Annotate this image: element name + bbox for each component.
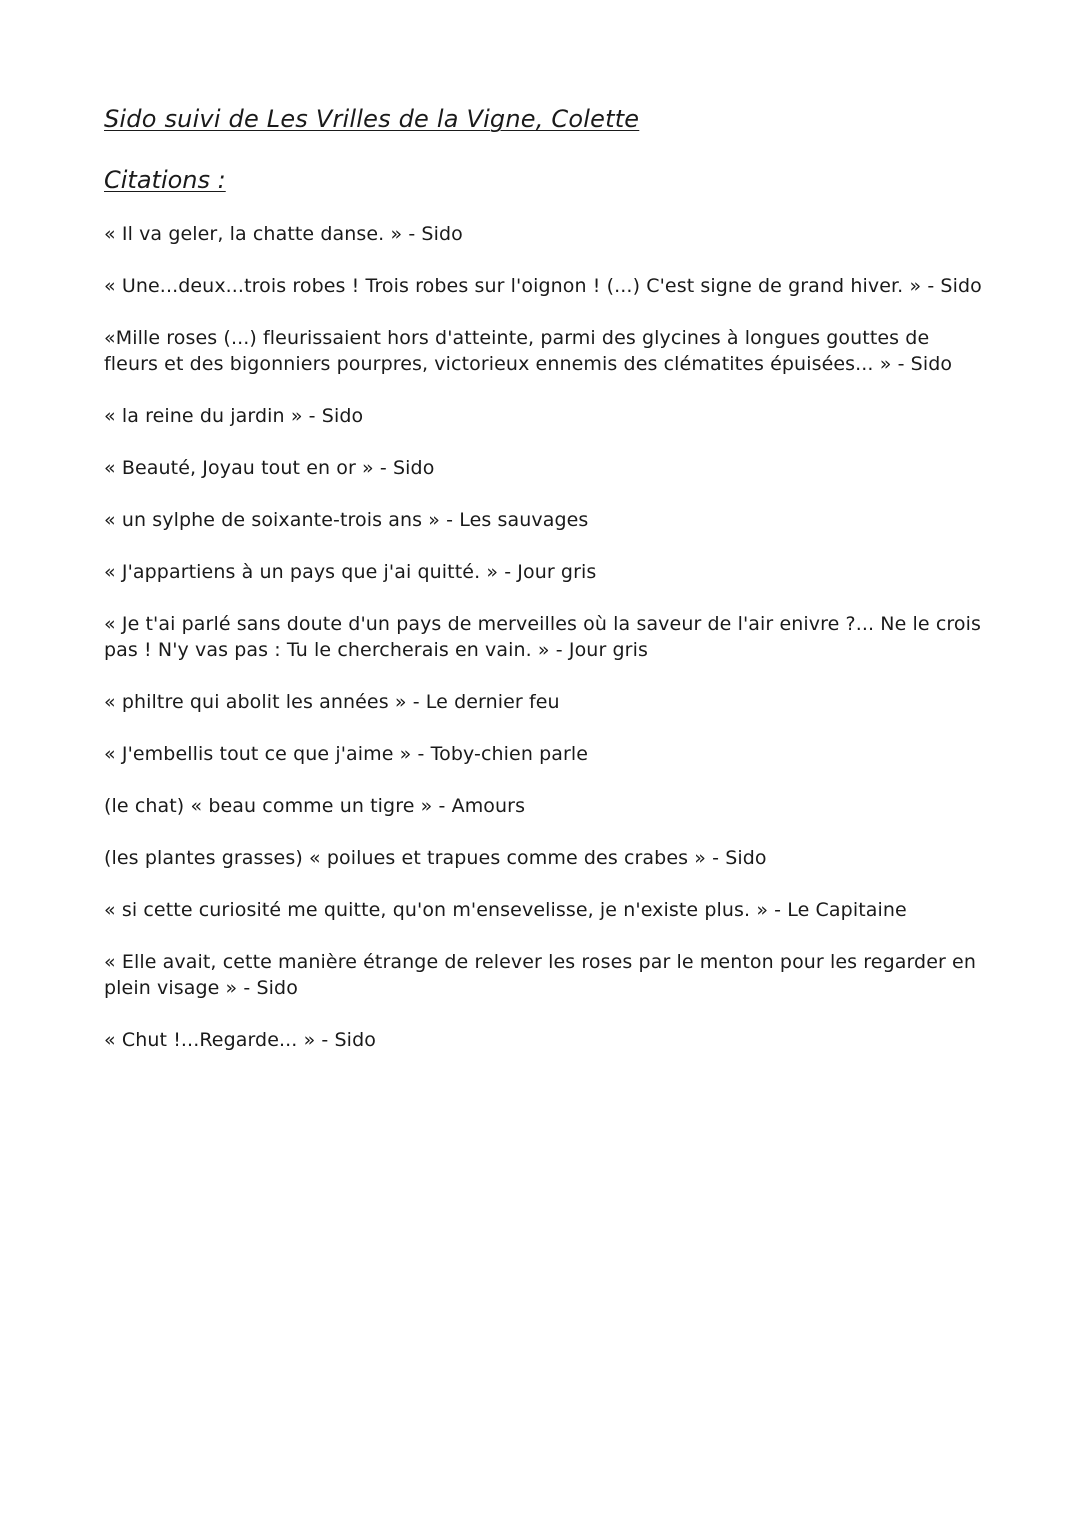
quote-item: « Une...deux...trois robes ! Trois robes sur l'oignon ! (...) C'est signe de grand hiver. » - Sido [104, 275, 982, 297]
quote-item: « J'appartiens à un pays que j'ai quitté. » - Jour gris [104, 561, 597, 583]
quote-item: « Elle avait, cette manière étrange de relever les roses par le menton pour les regarder en plein visage » - Sido [104, 951, 976, 999]
quote-item: « la reine du jardin » - Sido [104, 405, 364, 427]
quote-item: « un sylphe de soixante-trois ans » - Les sauvages [104, 509, 589, 531]
quote-item: (le chat) « beau comme un tigre » - Amours [104, 795, 526, 817]
quote-item: «Mille roses (...) fleurissaient hors d'atteinte, parmi des glycines à longues gouttes de fleurs et des bigonniers pourpres, victorieux ennemis des clématites épuisées... » - Sido [104, 327, 953, 375]
quote-list [104, 221, 984, 1079]
quote-item: « Chut !...Regarde... » - Sido [104, 1029, 376, 1051]
document-title: Sido suivi de Les Vrilles de la Vigne, Colette [104, 105, 640, 133]
quote-item: « si cette curiosité me quitte, qu'on m'ensevelisse, je n'existe plus. » - Le Capitaine [104, 899, 907, 921]
quote-item: (les plantes grasses) « poilues et trapues comme des crabes » - Sido [104, 847, 767, 869]
quote-item: « J'embellis tout ce que j'aime » - Toby-chien parle [104, 743, 589, 765]
quote-item: « philtre qui abolit les années » - Le dernier feu [104, 691, 560, 713]
section-heading-citations: Citations : [104, 166, 226, 194]
quote-item: « Beauté, Joyau tout en or » - Sido [104, 457, 435, 479]
quote-item: « Je t'ai parlé sans doute d'un pays de merveilles où la saveur de l'air enivre ?... Ne le crois pas ! N'y vas pas : Tu le chercherais en vain. » - Jour gris [104, 613, 981, 661]
quote-item: « Il va geler, la chatte danse. » - Sido [104, 223, 463, 245]
